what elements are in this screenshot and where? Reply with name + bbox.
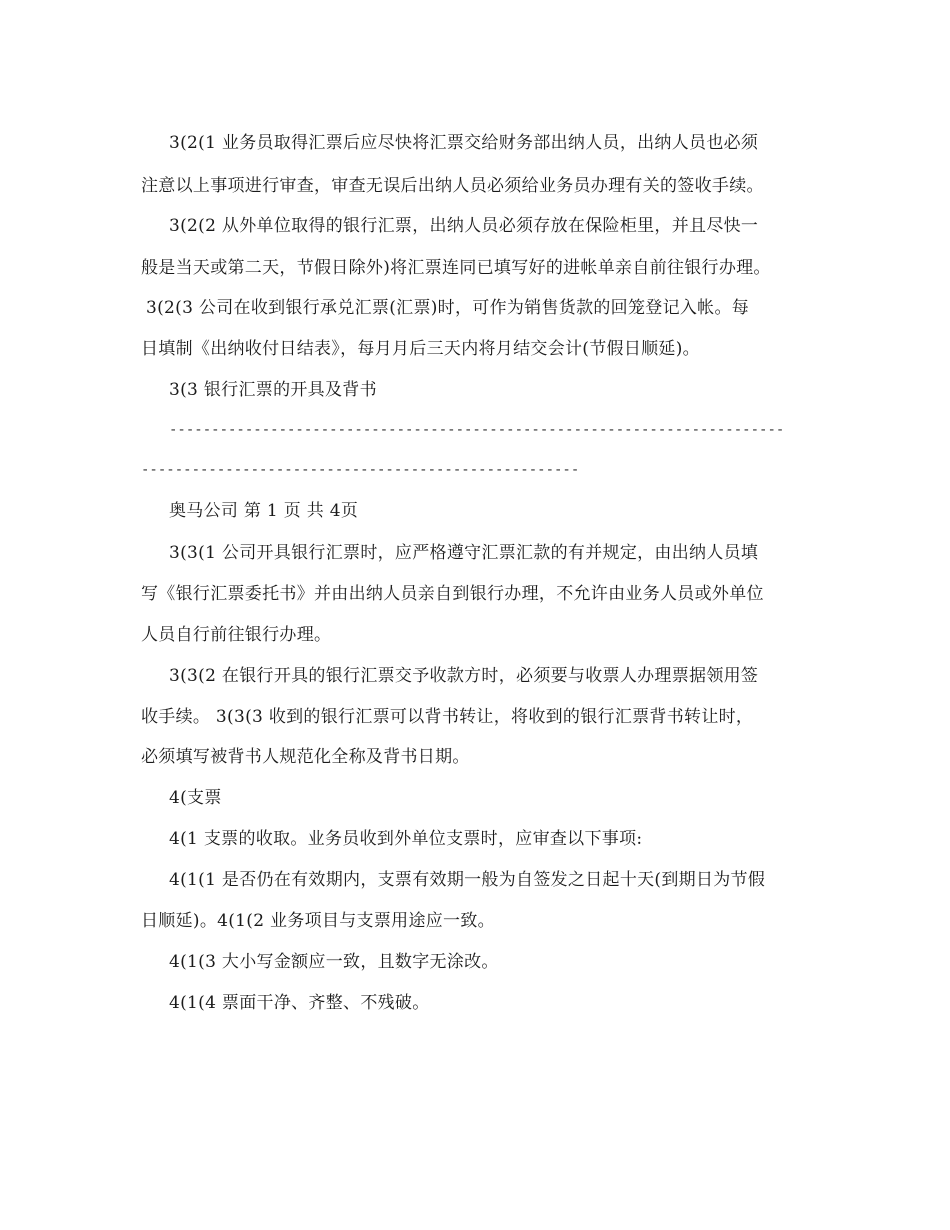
separator-line-2: ---------------------------------------------------- [141,462,580,478]
paragraph-3-3-1-line-1: 3(3(1 公司开具银行汇票时，应严格遵守汇票汇款的有并规定，由出纳人员填 [169,543,759,563]
paragraph-4-1-3: 4(1(3 大小写金额应一致，且数字无涂改。 [169,952,499,972]
paragraph-3-2-2-line-1: 3(2(2 从外单位取得的银行汇票，出纳人员必须存放在保险柜里，并且尽快一 [169,216,759,236]
paragraph-3-3-2-line-3: 必须填写被背书人规范化全称及背书日期。 [141,747,470,767]
paragraph-4-1-4: 4(1(4 票面干净、齐整、不残破。 [169,993,430,1013]
paragraph-3-2-1-line-1: 3(2(1 业务员取得汇票后应尽快将汇票交给财务部出纳人员，出纳人员也必须 [169,133,759,153]
paragraph-3-2-3-line-1: 3(2(3 公司在收到银行承兑汇票(汇票)时，可作为销售货款的回笼登记入帐。每 [146,298,750,318]
heading-3-3: 3(3 银行汇票的开具及背书 [169,380,377,400]
heading-4-check: 4(支票 [169,788,222,808]
page-footer: 奥马公司 第 1 页 共 4页 [169,501,359,521]
paragraph-3-3-2-line-2: 收手续。 3(3(3 收到的银行汇票可以背书转让，将收到的银行汇票背书转让时， [141,707,754,727]
paragraph-3-2-1-line-2: 注意以上事项进行审查，审查无误后出纳人员必须给业务员办理有关的签收手续。 [141,176,764,196]
paragraph-3-2-3-line-2: 日填制《出纳收付日结表》，每月月后三天内将月结交会计(节假日顺延)。 [141,339,700,359]
paragraph-4-1: 4(1 支票的收取。业务员收到外单位支票时，应审查以下事项: [169,829,643,849]
paragraph-3-3-1-line-2: 写《银行汇票委托书》并由出纳人员亲自到银行办理，不允许由业务人员或外单位 [141,584,764,604]
paragraph-4-1-1-line-1: 4(1(1 是否仍在有效期内，支票有效期一般为自签发之日起十天(到期日为节假 [169,870,766,890]
paragraph-3-3-1-line-3: 人员自行前往银行办理。 [141,625,332,645]
paragraph-3-3-2-line-1: 3(3(2 在银行开具的银行汇票交予收款方时，必须要与收票人办理票据领用签 [169,666,759,686]
paragraph-4-1-1-line-2: 日顺延)。4(1(2 业务项目与支票用途应一致。 [141,911,495,931]
separator-line-1: ------------------------------------------------------------------------- [169,422,785,438]
paragraph-3-2-2-line-2: 般是当天或第二天，节假日除外)将汇票连同已填写好的进帐单亲自前往银行办理。 [141,258,771,278]
